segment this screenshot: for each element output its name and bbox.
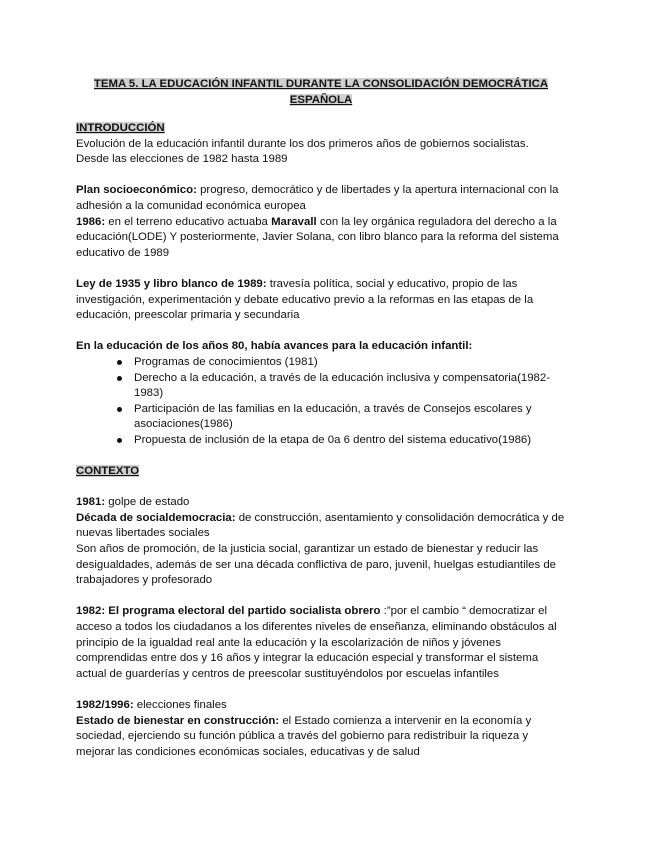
document-title — [76, 76, 566, 108]
year-1982-1996-paragraph — [76, 698, 566, 714]
document-body — [76, 76, 566, 760]
y1986-text-a: en el terreno educativo actuaba — [105, 215, 272, 228]
title-line-1: TEMA 5. LA EDUCACIÓN INFANTIL DURANTE LA CONSOLIDACIÓN DEMOCRÁTICA — [93, 78, 549, 90]
list-item: Propuesta de inclusión de la etapa de 0a 6 dentro del sistema educativo(1986) — [134, 433, 566, 449]
list-item: Derecho a la educación, a través de la educación inclusiva y compensatoria(1982-1983) — [134, 371, 566, 402]
section-heading-introduccion — [76, 121, 566, 137]
section-heading-contexto — [76, 464, 566, 480]
decada-text: de construcción, asentamiento y consolidación democrática y de nuevas libertades sociales — [76, 511, 565, 540]
estado-label: Estado de bienestar en construcción: — [76, 714, 280, 727]
y1982-1996-text: elecciones finales — [133, 698, 227, 711]
y1981-text: golpe de estado — [105, 496, 190, 509]
title-line-2: ESPAÑOLA — [289, 94, 353, 106]
estado-text: el Estado comienza a intervenir en la economía y sociedad, ejerciendo su función pública a través del gobierno para redistribuir la riqueza y mejorar las condiciones económicas sociales, educativas y de salud — [76, 714, 532, 758]
list-item: Participación de las familias en la educación, a través de Consejos escolares y asociaciones(1986) — [134, 402, 566, 433]
y1986-text-b: con la ley orgánica reguladora del derecho a la educación(LODE) Y posteriormente, Javier Solana, con libro blanco para la reforma del sistema educativo de 1989 — [76, 215, 559, 259]
estado-bienestar-paragraph — [76, 714, 566, 761]
year-1982-paragraph — [76, 604, 566, 682]
y1982-1996-label: 1982/1996: — [76, 698, 134, 711]
y1982-text: :”por el cambio “ democratizar el acceso a todos los ciudadanos a los diferentes niveles de enseñanza, eliminando obstáculos al principio de la igualdad real ante la educación y la escolarización de niños y jóvenes comprendidas entre dos y 16 años y integrar la educación especial y transformar el sistema actual de guarderías y centros de preescolar sustituyéndolos por escuelas infantiles — [76, 605, 557, 680]
plan-text: progreso, democrático y de libertades y la apertura internacional con la adhesión a la comunidad económica europea — [76, 184, 559, 212]
contexto-heading-text: CONTEXTO — [76, 465, 140, 478]
ley-text: travesía política, social y educativo, propio de las investigación, experimentación y debate educativo previo a la reformas en las etapas de la educación, preescolar primaria y secundaria — [76, 277, 534, 322]
plan-socioeconomico-paragraph — [76, 183, 566, 214]
decada-label: Década de socialdemocracia: — [76, 511, 236, 524]
maravall-name: Maravall — [271, 215, 317, 228]
year-1986-paragraph — [76, 215, 566, 262]
intro-line-2: Desde las elecciones de 1982 hasta 1989 — [76, 153, 288, 166]
avances-heading-text: En la educación de los años 80, había avances para la educación infantil: — [76, 340, 473, 353]
year-1981-paragraph — [76, 495, 566, 511]
intro-line-1: Evolución de la educación infantil durante los dos primeros años de gobiernos socialistas. — [76, 137, 529, 150]
plan-label: Plan socioeconómico: — [76, 184, 197, 197]
ley-1935-paragraph — [76, 277, 566, 324]
avances-heading — [76, 339, 566, 355]
ley-label: Ley de 1935 y libro blanco de 1989: — [76, 277, 267, 290]
y1981-label: 1981: — [76, 496, 106, 509]
y1982-label: 1982: El programa electoral del partido socialista obrero — [76, 605, 381, 618]
list-item: Programas de conocimientos (1981) — [134, 355, 566, 371]
avances-list — [76, 355, 566, 449]
introduccion-heading-text: INTRODUCCIÓN — [76, 122, 165, 134]
y1986-label: 1986: — [76, 215, 106, 228]
decada-paragraph — [76, 511, 566, 542]
promocion-paragraph: Son años de promoción, de la justicia social, garantizar un estado de bienestar y reducir las desigualdades, además de ser una década conflictiva de paro, juvenil, huelgas estudiantiles de trabajadores y profesorado — [76, 543, 556, 587]
